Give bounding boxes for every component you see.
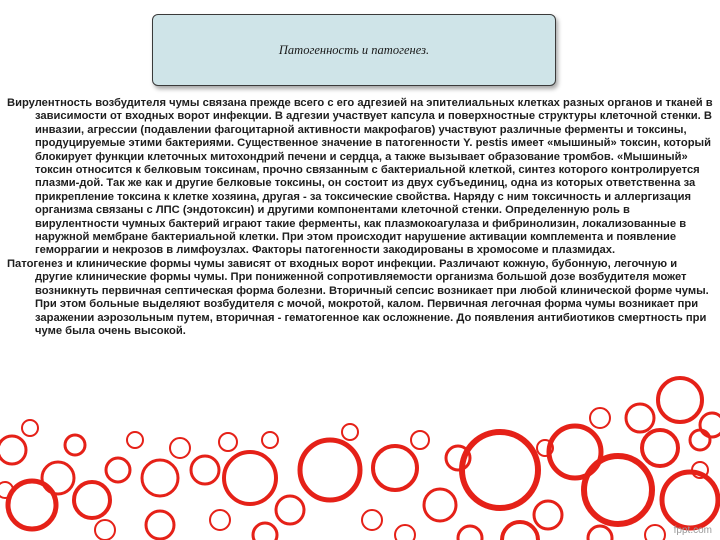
decor-ring — [626, 404, 654, 432]
decor-ring — [584, 456, 652, 524]
decor-ring — [534, 501, 562, 529]
decor-ring — [219, 433, 237, 451]
decor-ring — [373, 446, 417, 490]
decor-ring — [22, 420, 38, 436]
decor-ring — [395, 525, 415, 540]
decor-ring — [142, 460, 178, 496]
paragraph-virulence: Вирулентность возбудителя чумы связана прежде всего с его адгезией на эпителиальных клетках разных органов и тканей в зависимости от входных ворот инфекции. В адгезии участвует капсула и поверхностные структуры клеточной стенки. В инвазии, агрессии (подавлении фагоцитарной активности макрофагов) участвуют различные ферменты и токсины, продуцируемые этими бактериями. Существенное значение в патогенности Y. pestis имеет «мышиный» токсин, который блокирует функции клеточных митохондрий печени и сердца, а также вызывает образование тромбов. «Мышиный» токсин относится к белковым токсинам, прочно связанным с бактериальной клеткой, синтез которого контролируется плазми-дой. Так же как и другие белковые токсины, он состоит из двух субъединиц, одна из которых ответственна за прикрепление токсина к клетке хозяина, другая - за токсические свойства. Наряду с ним токсичность и аллергизация организма связаны с ЛПС (эндотоксин) и другими компонентами клеточной стенки. Определенную роль в вирулентности чумных бактерий играют такие ферменты, как плазмокоагулаза и фибринолизин, локализованные в наружной мембране бактериальной клетки. При этом происходит нарушение активации комплемента и появление геморрагии и некрозов в лимфоузлах. Факторы патогенности закодированы в хромосоме и плазмидах. — [7, 97, 713, 257]
decor-ring — [462, 432, 538, 508]
decor-ring — [65, 435, 85, 455]
decor-ring — [8, 481, 56, 529]
decor-ring — [645, 525, 665, 540]
body-text — [7, 97, 714, 338]
decor-ring — [106, 458, 130, 482]
decor-ring — [342, 424, 358, 440]
decor-ring — [95, 520, 115, 540]
decor-ring — [262, 432, 278, 448]
decor-ring — [642, 430, 678, 466]
decor-ring — [191, 456, 219, 484]
decor-ring — [458, 526, 482, 540]
decor-ring — [146, 511, 174, 539]
decor-ring — [300, 440, 360, 500]
decor-ring — [170, 438, 190, 458]
decor-ring — [0, 436, 26, 464]
paragraph-pathogenesis: Патогенез и клинические формы чумы зависят от входных ворот инфекции. Различают кожную, бубонную, легочную и другие клинические формы чумы. При пониженной сопротивляемости организма большой дозе возбудителя может возникнуть первичная септическая форма болезни. Вторичный сепсис возникает при любой клинической форме чумы. При этом больные выделяют возбудителя с мочой, мокротой, калом. Первичная легочная форма чумы возникает при заражении аэрозольным путем, вторичная - гематогенное как осложнение. До появления антибиотиков смертность при чуме была очень высокой. — [7, 257, 709, 337]
slide-title: Патогенность и патогенез. — [278, 42, 430, 57]
decor-ring — [590, 408, 610, 428]
decor-ring — [362, 510, 382, 530]
decor-ring — [588, 526, 612, 540]
title-box — [152, 14, 556, 86]
decor-ring — [210, 510, 230, 530]
decor-ring — [700, 413, 720, 437]
decor-ring — [658, 378, 702, 422]
decor-ring — [662, 472, 718, 528]
decor-ring — [411, 431, 429, 449]
decor-ring — [224, 452, 276, 504]
decor-ring — [74, 482, 110, 518]
decor-ring — [253, 523, 277, 540]
decor-ring — [690, 430, 710, 450]
decor-ring — [502, 522, 538, 540]
decor-ring — [127, 432, 143, 448]
decor-ring — [424, 489, 456, 521]
footer-watermark: fppt.com — [673, 525, 712, 536]
decor-ring — [276, 496, 304, 524]
